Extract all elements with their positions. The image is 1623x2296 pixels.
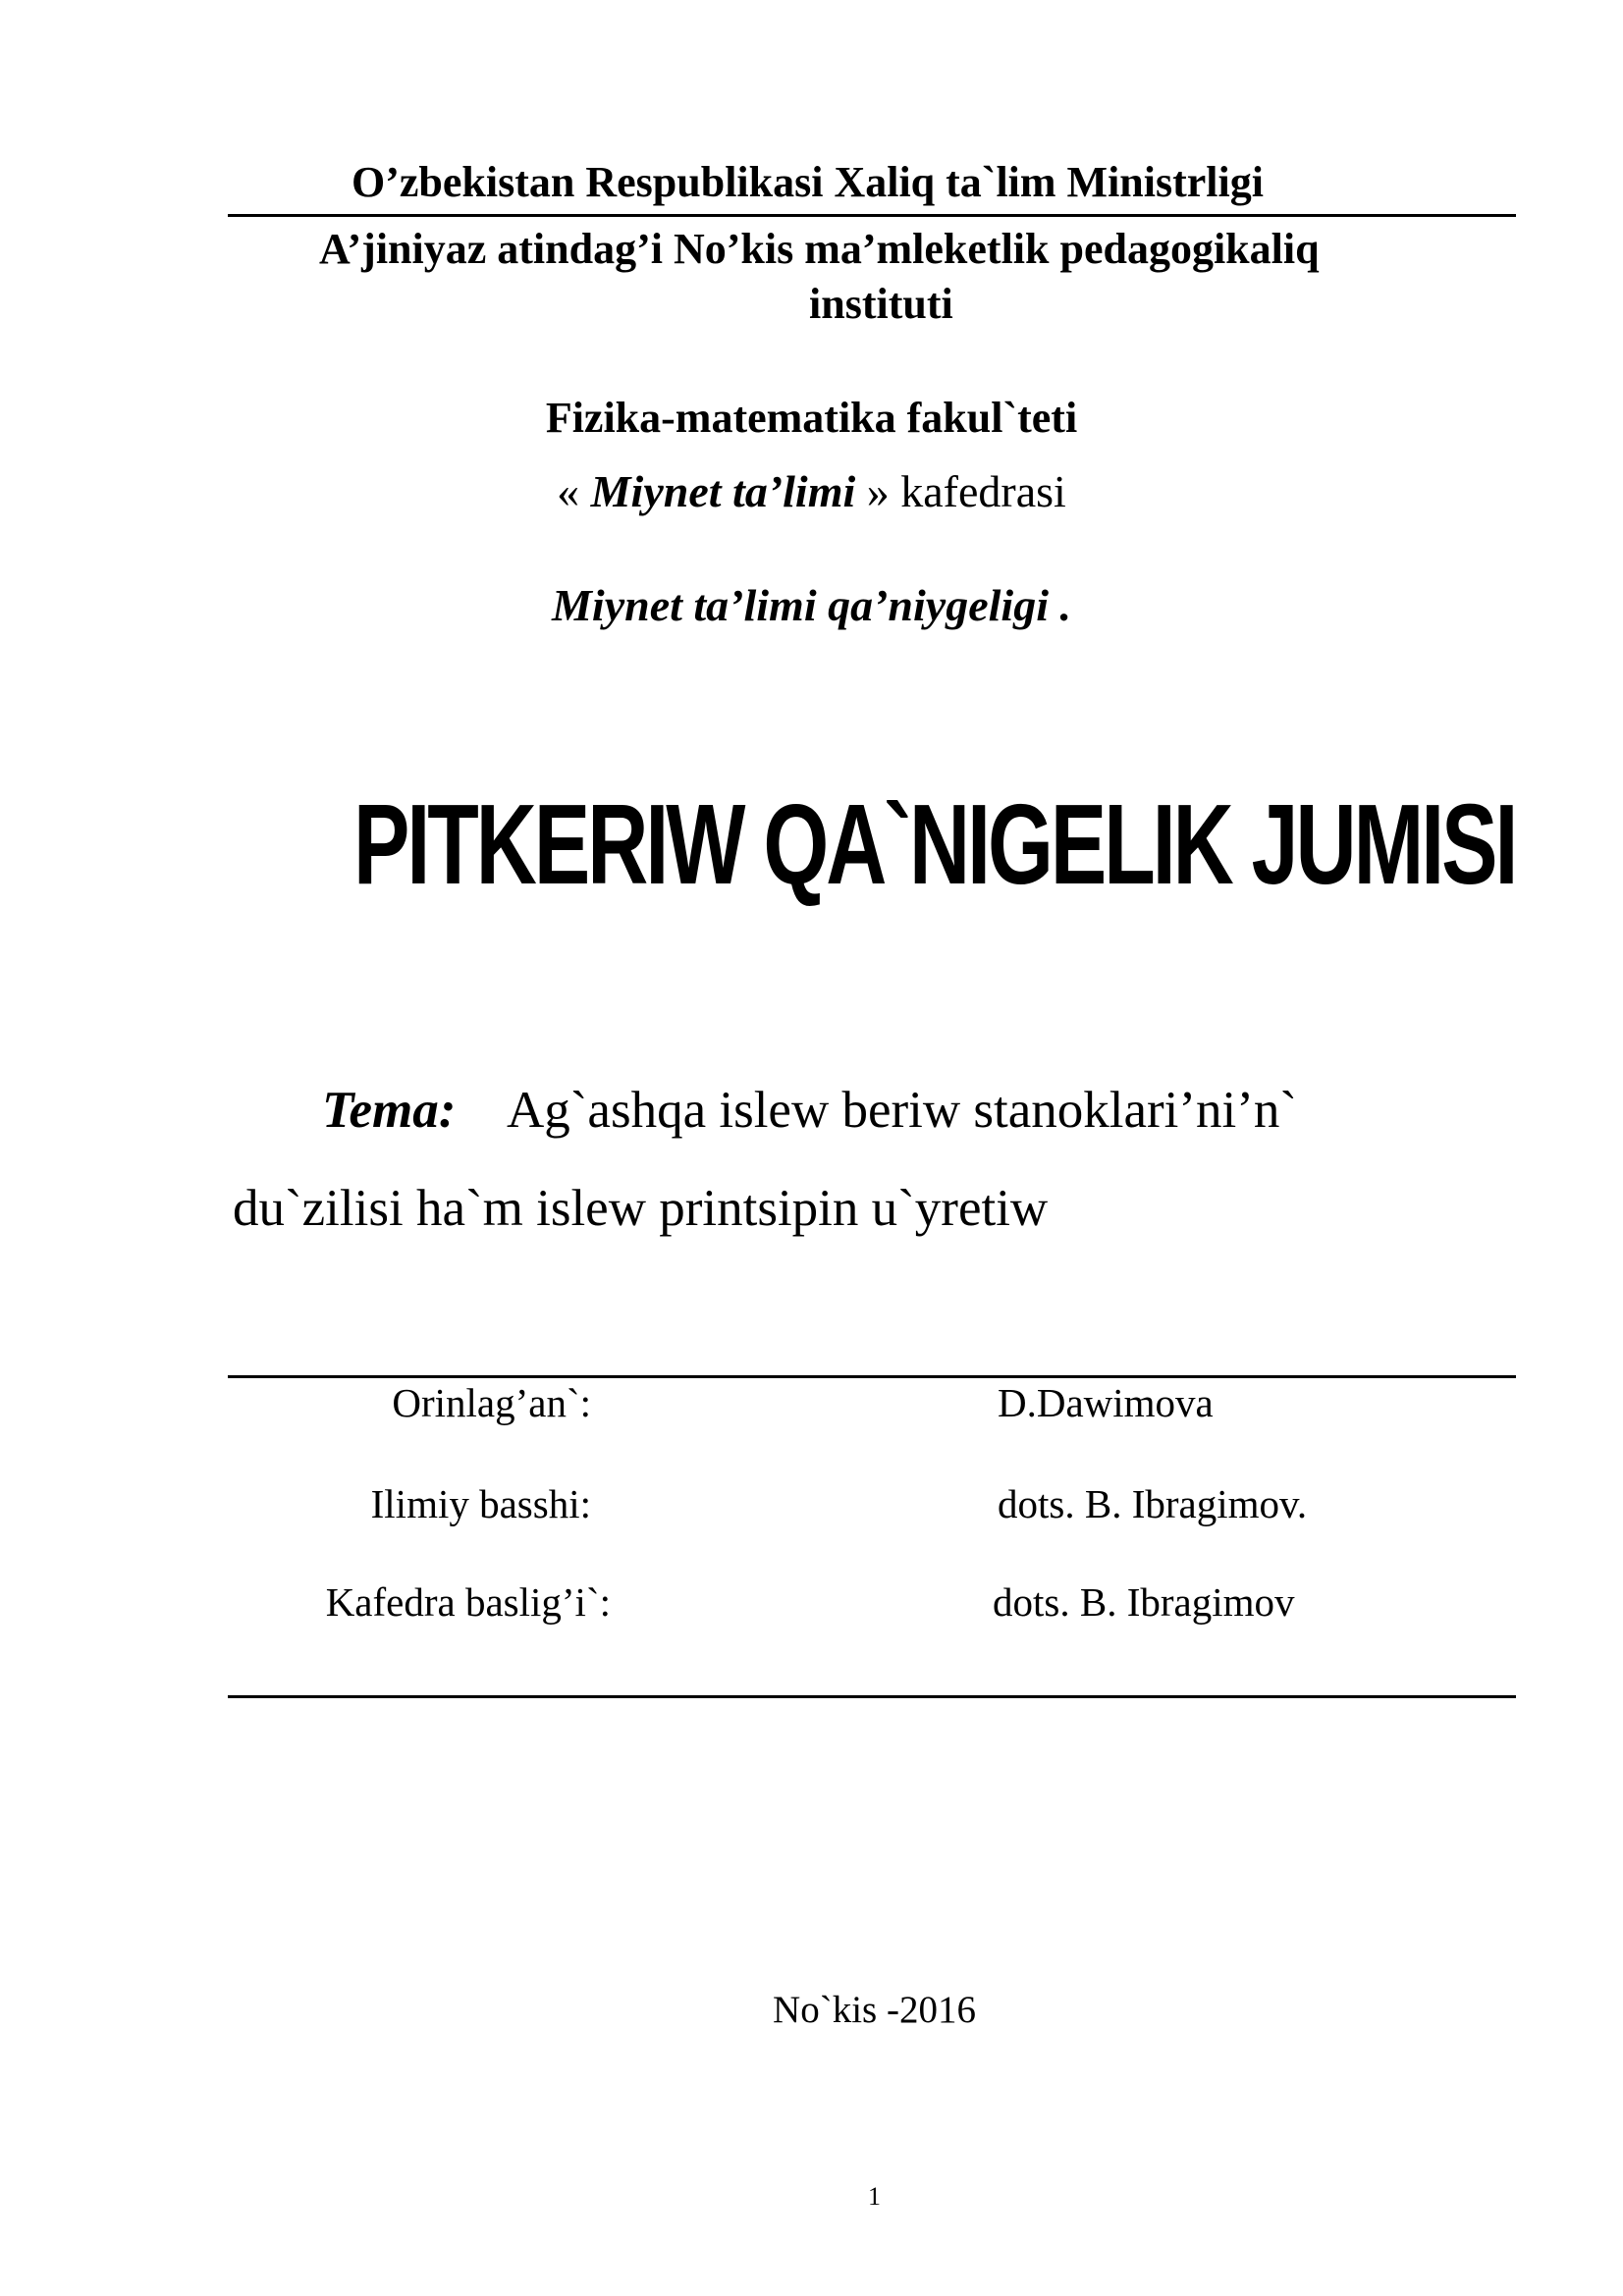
header-divider	[228, 214, 1516, 217]
ministry-heading: O’zbekistan Respublikasi Xaliq ta`lim Ministrligi	[352, 158, 1264, 206]
institute-heading-line2: instituti	[809, 280, 953, 328]
department-head-label: Kafedra baslig’i`:	[325, 1579, 611, 1625]
department-head-name: dots. B. Ibragimov	[993, 1579, 1295, 1625]
supervisor-name: dots. B. Ibragimov.	[998, 1481, 1308, 1526]
specialty-heading: Miynet ta’limi qa’niygeligi .	[552, 580, 1071, 630]
topic-label: Tema:	[322, 1082, 457, 1139]
faculty-heading: Fizika-matematika fakul`teti	[545, 394, 1078, 442]
department-line	[0, 465, 1623, 518]
supervisor-label: Ilimiy basshi:	[370, 1481, 591, 1526]
department-close-quote: »	[866, 466, 890, 516]
topic-text-line1: Ag`ashqa islew beriw stanoklari’ni’n`	[507, 1082, 1298, 1139]
work-title: PITKERIW QA`NIGELIK JUMISI	[353, 781, 1516, 909]
executor-name: D.Dawimova	[998, 1380, 1214, 1425]
topic-text-line2: du`zilisi ha`m islew printsipin u`yretiw	[233, 1180, 1049, 1237]
topic-line1	[322, 1080, 1297, 1141]
info-top-divider	[228, 1375, 1516, 1378]
place-year: No`kis -2016	[773, 1989, 976, 2031]
page-number: 1	[868, 2182, 881, 2211]
department-name: Miynet ta’limi	[590, 466, 856, 516]
executor-label: Orinlag’an`:	[392, 1380, 591, 1425]
department-open-quote: «	[557, 466, 580, 516]
institute-heading-line1: A’jiniyaz atindag’i No’kis ma’mleketlik pedagogikaliq	[319, 225, 1320, 273]
department-suffix: kafedrasi	[900, 466, 1066, 516]
info-bottom-divider	[228, 1695, 1516, 1698]
